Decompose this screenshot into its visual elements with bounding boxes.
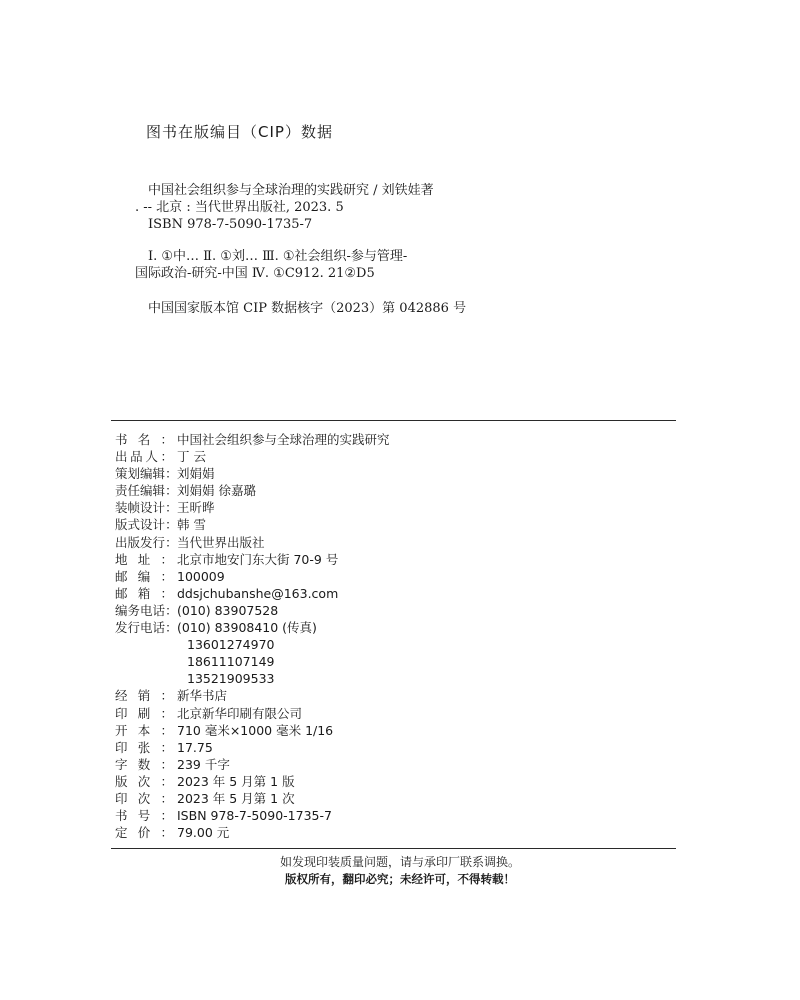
info-label — [115, 807, 173, 824]
info-row — [115, 568, 390, 585]
cip-book-line: 中国社会组织参与全球治理的实践研究 / 刘铁娃著 — [148, 183, 434, 198]
info-label-char: 次 — [137, 790, 151, 806]
info-value: (010) 83907528 — [177, 602, 279, 618]
info-label-colon: ： — [160, 825, 173, 841]
info-label — [115, 499, 178, 516]
info-label-colon: ： — [160, 551, 173, 567]
info-row — [115, 722, 390, 739]
rights-notice: 版权所有，翻印必究；未经许可，不得转载！ — [285, 872, 515, 886]
info-value: 2023 年 5 月第 1 版 — [177, 773, 295, 789]
info-value: 710 毫米×1000 毫米 1/16 — [177, 722, 334, 738]
info-label-char: 帧 — [127, 500, 141, 516]
info-label-char: 版 — [115, 773, 128, 789]
info-value: ISBN 978-7-5090-1735-7 — [177, 808, 332, 824]
info-row — [115, 636, 390, 653]
info-row — [115, 705, 390, 722]
info-label-colon: ： — [160, 432, 173, 447]
info-label — [115, 585, 173, 602]
cip-record-number: 中国国家版本馆 CIP 数据核字（2023）第 042886 号 — [148, 301, 467, 316]
info-row — [115, 534, 390, 551]
info-value: 刘娟娟 徐嘉璐 — [177, 483, 256, 499]
info-value: 王昕晔 — [177, 500, 215, 516]
info-label-char: 箱 — [137, 585, 151, 601]
info-row — [115, 756, 390, 773]
info-label-char: 式 — [127, 517, 141, 533]
info-label-char: 刷 — [137, 705, 151, 721]
info-value: 18611107149 — [187, 654, 275, 670]
info-label-char: 出 — [115, 534, 128, 550]
info-label-char: 发 — [140, 534, 153, 550]
info-label — [115, 790, 173, 807]
info-row — [115, 739, 390, 756]
info-label-colon: ： — [160, 739, 173, 755]
info-row — [115, 516, 390, 533]
info-label-char: 行 — [152, 534, 166, 550]
info-label-char: 版 — [127, 534, 141, 550]
info-label-char: 电 — [140, 620, 153, 636]
info-label-char: 本 — [137, 722, 151, 738]
info-label — [115, 824, 173, 841]
info-label — [115, 534, 178, 551]
cip-classification-line: Ⅰ. ①中… Ⅱ. ①刘… Ⅲ. ①社会组织-参与管理- — [148, 249, 408, 264]
info-value: (010) 83908410 (传真) — [177, 620, 317, 636]
info-label-char: 计 — [152, 500, 166, 516]
info-label — [115, 619, 178, 636]
info-label-char: 经 — [115, 688, 128, 704]
info-label-colon: ： — [160, 705, 173, 721]
info-label-char: 编 — [140, 466, 153, 482]
info-label-char: 任 — [127, 483, 141, 499]
info-label-char: 张 — [137, 739, 151, 755]
info-label — [115, 516, 178, 533]
info-value: 13601274970 — [187, 637, 275, 653]
info-row — [115, 482, 390, 499]
info-row — [115, 619, 390, 636]
info-label-char: 编 — [137, 568, 151, 584]
info-row — [115, 499, 390, 516]
info-value: 17.75 — [177, 739, 213, 755]
info-label — [115, 568, 173, 585]
info-row — [115, 602, 390, 619]
info-label-colon: ： — [160, 790, 173, 806]
info-row — [115, 790, 390, 807]
info-label-char: 次 — [137, 773, 151, 789]
info-label — [115, 756, 173, 773]
info-label-char: 名 — [137, 432, 151, 447]
info-label-colon: ： — [160, 722, 173, 738]
info-label-colon: ： — [165, 620, 178, 636]
cip-title: 图书在版编目（CIP）数据 — [146, 123, 333, 141]
info-label — [115, 482, 178, 499]
info-label-char: 书 — [115, 808, 128, 824]
info-value: 新华书店 — [177, 688, 228, 704]
info-label-char: 编 — [140, 483, 153, 499]
info-label-char: 书 — [115, 432, 128, 447]
info-label-char: 辑 — [152, 483, 166, 499]
info-label-char: 电 — [140, 602, 153, 618]
info-label-char: 字 — [115, 756, 128, 772]
info-value: 韩 雪 — [177, 517, 206, 533]
info-label-char: 设 — [140, 517, 153, 533]
info-label-char: 邮 — [115, 568, 128, 584]
info-label-char: 发 — [115, 620, 128, 636]
info-label — [115, 705, 173, 722]
info-row — [115, 807, 390, 824]
info-label-char: 数 — [137, 756, 151, 772]
cip-classification-line-2: 国际政治-研究-中国 Ⅳ. ①C912. 21②D5 — [135, 266, 375, 281]
info-value: 中国社会组织参与全球治理的实践研究 — [177, 432, 390, 447]
info-row — [115, 431, 390, 448]
info-value: 239 千字 — [177, 756, 230, 772]
info-label-char: 销 — [137, 688, 151, 704]
info-label-char: 人 — [145, 449, 158, 465]
info-label-char: 版 — [115, 517, 128, 533]
info-label-char: 地 — [115, 551, 128, 567]
info-label-colon: ： — [165, 466, 178, 482]
info-value: ddsjchubanshe@163.com — [177, 585, 339, 601]
info-label-char: 装 — [115, 500, 128, 516]
top-rule — [111, 420, 676, 421]
info-label-char: 号 — [137, 808, 151, 824]
info-label-char: 品 — [130, 449, 143, 465]
bottom-rule — [111, 848, 676, 849]
cip-publisher-line: . -- 北京 : 当代世界出版社, 2023. 5 — [135, 200, 344, 215]
info-label-char: 印 — [115, 790, 128, 806]
info-label-char: 策 — [115, 466, 128, 482]
info-label-colon: ： — [160, 773, 173, 789]
info-row — [115, 465, 390, 482]
info-label-char: 务 — [127, 602, 141, 618]
info-row — [115, 585, 390, 602]
info-label-char: 址 — [137, 551, 151, 567]
book-info-list — [115, 431, 390, 841]
info-row — [115, 687, 390, 704]
info-value: 79.00 元 — [177, 825, 230, 841]
quality-notice: 如发现印装质量问题，请与承印厂联系调换。 — [279, 855, 520, 869]
info-label-colon: ： — [160, 568, 173, 584]
info-value: 北京新华印刷有限公司 — [177, 705, 303, 721]
info-label — [115, 465, 178, 482]
info-label-colon: ： — [160, 585, 173, 601]
info-label — [115, 431, 173, 448]
info-value: 13521909533 — [187, 671, 275, 687]
info-label — [115, 687, 173, 704]
info-label-colon: ： — [165, 602, 178, 618]
info-label-colon: ： — [165, 500, 178, 516]
info-label-char: 印 — [115, 739, 128, 755]
info-label-char: 价 — [137, 825, 151, 841]
info-label — [115, 448, 173, 465]
info-label-char: 定 — [115, 825, 128, 841]
info-label-char: 计 — [152, 517, 166, 533]
info-row — [115, 670, 390, 687]
cip-isbn-line: ISBN 978-7-5090-1735-7 — [148, 217, 313, 232]
info-row — [115, 448, 390, 465]
info-label-colon: ： — [165, 483, 178, 499]
info-row — [115, 824, 390, 841]
info-value: 丁 云 — [177, 449, 206, 465]
info-label-colon: ： — [165, 534, 178, 550]
info-row — [115, 773, 390, 790]
info-label-char: 设 — [140, 500, 153, 516]
info-label-char: 辑 — [152, 466, 166, 482]
info-label-char: 划 — [127, 466, 141, 482]
info-value: 100009 — [177, 568, 225, 584]
info-row — [115, 551, 390, 568]
info-label-colon: ： — [160, 808, 173, 824]
info-label-char: 印 — [115, 705, 128, 721]
info-label-char: 编 — [115, 602, 128, 618]
info-label-colon: ： — [160, 756, 173, 772]
info-label — [115, 551, 173, 568]
info-label-colon: ： — [160, 449, 173, 465]
info-label-char: 出 — [115, 449, 128, 465]
info-row — [115, 653, 390, 670]
info-value: 当代世界出版社 — [177, 534, 265, 550]
info-label — [115, 602, 178, 619]
info-label — [115, 773, 173, 790]
info-label-char: 话 — [152, 602, 166, 618]
info-label-colon: ： — [160, 688, 173, 704]
info-value: 2023 年 5 月第 1 次 — [177, 790, 295, 806]
info-label — [115, 722, 173, 739]
info-label-char: 邮 — [115, 585, 128, 601]
info-label-char: 责 — [115, 483, 128, 499]
info-label-char: 行 — [127, 620, 141, 636]
info-label-char: 开 — [115, 722, 128, 738]
info-value: 刘娟娟 — [177, 466, 215, 482]
info-label-colon: ： — [165, 517, 178, 533]
info-value: 北京市地安门东大街 70-9 号 — [177, 551, 339, 567]
info-label-char: 话 — [152, 620, 166, 636]
info-label — [115, 739, 173, 756]
